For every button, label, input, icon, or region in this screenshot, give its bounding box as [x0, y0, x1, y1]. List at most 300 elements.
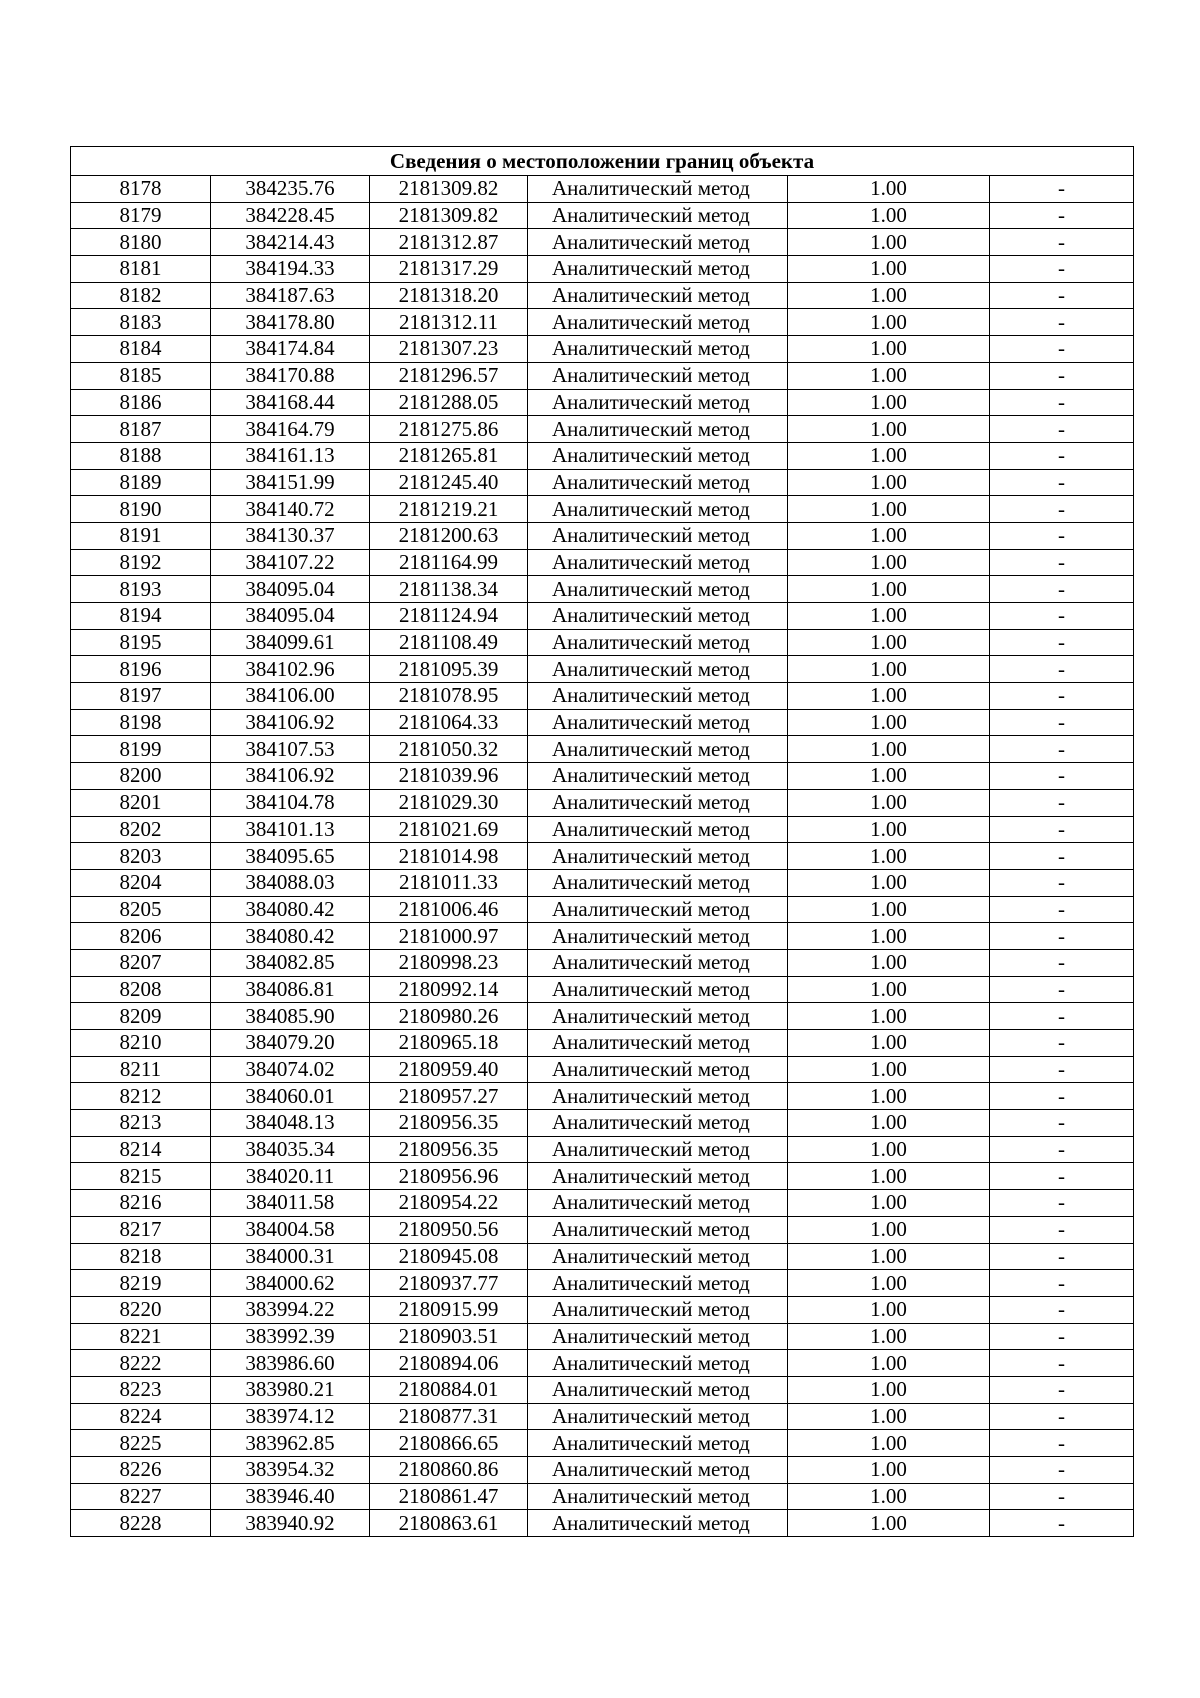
- y-coordinate-cell: 2181095.39: [370, 656, 528, 683]
- x-coordinate-cell: 384161.13: [211, 442, 370, 469]
- table-row: [71, 1136, 1134, 1163]
- method-cell: Аналитический метод: [528, 923, 788, 950]
- description-cell: -: [990, 1163, 1134, 1190]
- y-coordinate-cell: 2181108.49: [370, 629, 528, 656]
- x-coordinate-cell: 384011.58: [211, 1190, 370, 1217]
- description-cell: -: [990, 1083, 1134, 1110]
- x-coordinate-cell: 383954.32: [211, 1457, 370, 1484]
- table-row: [71, 1110, 1134, 1137]
- point-number-cell: 8224: [71, 1403, 211, 1430]
- table-row: [71, 1056, 1134, 1083]
- x-coordinate-cell: 384174.84: [211, 336, 370, 363]
- point-number-cell: 8205: [71, 896, 211, 923]
- description-cell: -: [990, 362, 1134, 389]
- table-row: [71, 1350, 1134, 1377]
- table-row: [71, 549, 1134, 576]
- description-cell: -: [990, 656, 1134, 683]
- description-cell: -: [990, 1056, 1134, 1083]
- point-number-cell: 8208: [71, 976, 211, 1003]
- description-cell: -: [990, 1457, 1134, 1484]
- accuracy-cell: 1.00: [788, 1457, 990, 1484]
- point-number-cell: 8196: [71, 656, 211, 683]
- table-row: [71, 923, 1134, 950]
- method-cell: Аналитический метод: [528, 1323, 788, 1350]
- accuracy-cell: 1.00: [788, 229, 990, 256]
- method-cell: Аналитический метод: [528, 1243, 788, 1270]
- accuracy-cell: 1.00: [788, 763, 990, 790]
- accuracy-cell: 1.00: [788, 1403, 990, 1430]
- table-row: [71, 496, 1134, 523]
- table-row: [71, 949, 1134, 976]
- description-cell: -: [990, 709, 1134, 736]
- y-coordinate-cell: 2180915.99: [370, 1296, 528, 1323]
- method-cell: Аналитический метод: [528, 1510, 788, 1537]
- description-cell: -: [990, 1323, 1134, 1350]
- description-cell: -: [990, 1430, 1134, 1457]
- point-number-cell: 8182: [71, 282, 211, 309]
- y-coordinate-cell: 2180861.47: [370, 1483, 528, 1510]
- table-row: [71, 1030, 1134, 1057]
- y-coordinate-cell: 2181296.57: [370, 362, 528, 389]
- accuracy-cell: 1.00: [788, 896, 990, 923]
- accuracy-cell: 1.00: [788, 709, 990, 736]
- method-cell: Аналитический метод: [528, 709, 788, 736]
- point-number-cell: 8204: [71, 869, 211, 896]
- accuracy-cell: 1.00: [788, 469, 990, 496]
- y-coordinate-cell: 2181275.86: [370, 416, 528, 443]
- x-coordinate-cell: 384080.42: [211, 923, 370, 950]
- accuracy-cell: 1.00: [788, 736, 990, 763]
- description-cell: -: [990, 1190, 1134, 1217]
- x-coordinate-cell: 384099.61: [211, 629, 370, 656]
- y-coordinate-cell: 2181138.34: [370, 576, 528, 603]
- point-number-cell: 8214: [71, 1136, 211, 1163]
- x-coordinate-cell: 383986.60: [211, 1350, 370, 1377]
- y-coordinate-cell: 2181288.05: [370, 389, 528, 416]
- point-number-cell: 8200: [71, 763, 211, 790]
- accuracy-cell: 1.00: [788, 389, 990, 416]
- point-number-cell: 8225: [71, 1430, 211, 1457]
- table-row: [71, 816, 1134, 843]
- point-number-cell: 8220: [71, 1296, 211, 1323]
- y-coordinate-cell: 2180884.01: [370, 1376, 528, 1403]
- point-number-cell: 8192: [71, 549, 211, 576]
- accuracy-cell: 1.00: [788, 629, 990, 656]
- x-coordinate-cell: 384035.34: [211, 1136, 370, 1163]
- x-coordinate-cell: 384178.80: [211, 309, 370, 336]
- table-row: [71, 1243, 1134, 1270]
- table-row: [71, 1403, 1134, 1430]
- y-coordinate-cell: 2181200.63: [370, 522, 528, 549]
- accuracy-cell: 1.00: [788, 176, 990, 203]
- table-body: [71, 176, 1134, 1537]
- table-row: [71, 1003, 1134, 1030]
- description-cell: -: [990, 576, 1134, 603]
- accuracy-cell: 1.00: [788, 816, 990, 843]
- x-coordinate-cell: 383994.22: [211, 1296, 370, 1323]
- accuracy-cell: 1.00: [788, 1323, 990, 1350]
- description-cell: -: [990, 416, 1134, 443]
- point-number-cell: 8218: [71, 1243, 211, 1270]
- description-cell: -: [990, 176, 1134, 203]
- x-coordinate-cell: 384151.99: [211, 469, 370, 496]
- method-cell: Аналитический метод: [528, 1003, 788, 1030]
- x-coordinate-cell: 383974.12: [211, 1403, 370, 1430]
- y-coordinate-cell: 2181265.81: [370, 442, 528, 469]
- method-cell: Аналитический метод: [528, 309, 788, 336]
- accuracy-cell: 1.00: [788, 1216, 990, 1243]
- table-row: [71, 629, 1134, 656]
- x-coordinate-cell: 384086.81: [211, 976, 370, 1003]
- method-cell: Аналитический метод: [528, 1457, 788, 1484]
- accuracy-cell: 1.00: [788, 1430, 990, 1457]
- table-row: [71, 469, 1134, 496]
- point-number-cell: 8222: [71, 1350, 211, 1377]
- table-row: [71, 389, 1134, 416]
- method-cell: Аналитический метод: [528, 522, 788, 549]
- point-number-cell: 8189: [71, 469, 211, 496]
- table-row: [71, 736, 1134, 763]
- method-cell: Аналитический метод: [528, 389, 788, 416]
- accuracy-cell: 1.00: [788, 1110, 990, 1137]
- method-cell: Аналитический метод: [528, 789, 788, 816]
- method-cell: Аналитический метод: [528, 603, 788, 630]
- method-cell: Аналитический метод: [528, 976, 788, 1003]
- table-row: [71, 1323, 1134, 1350]
- y-coordinate-cell: 2181307.23: [370, 336, 528, 363]
- description-cell: -: [990, 763, 1134, 790]
- point-number-cell: 8210: [71, 1030, 211, 1057]
- accuracy-cell: 1.00: [788, 1376, 990, 1403]
- y-coordinate-cell: 2180992.14: [370, 976, 528, 1003]
- point-number-cell: 8207: [71, 949, 211, 976]
- point-number-cell: 8212: [71, 1083, 211, 1110]
- accuracy-cell: 1.00: [788, 1243, 990, 1270]
- table-row: [71, 202, 1134, 229]
- method-cell: Аналитический метод: [528, 656, 788, 683]
- description-cell: -: [990, 976, 1134, 1003]
- x-coordinate-cell: 384164.79: [211, 416, 370, 443]
- x-coordinate-cell: 384095.65: [211, 843, 370, 870]
- description-cell: -: [990, 1483, 1134, 1510]
- method-cell: Аналитический метод: [528, 763, 788, 790]
- y-coordinate-cell: 2180998.23: [370, 949, 528, 976]
- method-cell: Аналитический метод: [528, 1350, 788, 1377]
- method-cell: Аналитический метод: [528, 229, 788, 256]
- x-coordinate-cell: 384106.00: [211, 683, 370, 710]
- y-coordinate-cell: 2180937.77: [370, 1270, 528, 1297]
- x-coordinate-cell: 384187.63: [211, 282, 370, 309]
- description-cell: -: [990, 549, 1134, 576]
- description-cell: -: [990, 256, 1134, 283]
- description-cell: -: [990, 1110, 1134, 1137]
- method-cell: Аналитический метод: [528, 1030, 788, 1057]
- x-coordinate-cell: 384140.72: [211, 496, 370, 523]
- point-number-cell: 8217: [71, 1216, 211, 1243]
- method-cell: Аналитический метод: [528, 683, 788, 710]
- description-cell: -: [990, 309, 1134, 336]
- accuracy-cell: 1.00: [788, 309, 990, 336]
- table-row: [71, 869, 1134, 896]
- method-cell: Аналитический метод: [528, 1376, 788, 1403]
- accuracy-cell: 1.00: [788, 362, 990, 389]
- table-row: [71, 522, 1134, 549]
- accuracy-cell: 1.00: [788, 256, 990, 283]
- method-cell: Аналитический метод: [528, 549, 788, 576]
- y-coordinate-cell: 2181124.94: [370, 603, 528, 630]
- table-row: [71, 176, 1134, 203]
- method-cell: Аналитический метод: [528, 1430, 788, 1457]
- accuracy-cell: 1.00: [788, 976, 990, 1003]
- method-cell: Аналитический метод: [528, 1083, 788, 1110]
- point-number-cell: 8198: [71, 709, 211, 736]
- point-number-cell: 8213: [71, 1110, 211, 1137]
- table-title: Сведения о местоположении границ объекта: [71, 147, 1134, 176]
- point-number-cell: 8194: [71, 603, 211, 630]
- x-coordinate-cell: 383940.92: [211, 1510, 370, 1537]
- point-number-cell: 8211: [71, 1056, 211, 1083]
- table-row: [71, 789, 1134, 816]
- table-row: [71, 1296, 1134, 1323]
- description-cell: -: [990, 522, 1134, 549]
- point-number-cell: 8183: [71, 309, 211, 336]
- table-row: [71, 1163, 1134, 1190]
- table-row: [71, 576, 1134, 603]
- x-coordinate-cell: 384168.44: [211, 389, 370, 416]
- y-coordinate-cell: 2181014.98: [370, 843, 528, 870]
- method-cell: Аналитический метод: [528, 949, 788, 976]
- x-coordinate-cell: 384170.88: [211, 362, 370, 389]
- y-coordinate-cell: 2180959.40: [370, 1056, 528, 1083]
- method-cell: Аналитический метод: [528, 896, 788, 923]
- y-coordinate-cell: 2180965.18: [370, 1030, 528, 1057]
- description-cell: -: [990, 949, 1134, 976]
- point-number-cell: 8181: [71, 256, 211, 283]
- table-row: [71, 843, 1134, 870]
- point-number-cell: 8184: [71, 336, 211, 363]
- method-cell: Аналитический метод: [528, 496, 788, 523]
- x-coordinate-cell: 384228.45: [211, 202, 370, 229]
- y-coordinate-cell: 2181011.33: [370, 869, 528, 896]
- method-cell: Аналитический метод: [528, 1403, 788, 1430]
- accuracy-cell: 1.00: [788, 1350, 990, 1377]
- table-row: [71, 763, 1134, 790]
- table-row: [71, 683, 1134, 710]
- accuracy-cell: 1.00: [788, 202, 990, 229]
- x-coordinate-cell: 384048.13: [211, 1110, 370, 1137]
- method-cell: Аналитический метод: [528, 1190, 788, 1217]
- description-cell: -: [990, 1296, 1134, 1323]
- x-coordinate-cell: 384079.20: [211, 1030, 370, 1057]
- description-cell: -: [990, 389, 1134, 416]
- description-cell: -: [990, 843, 1134, 870]
- description-cell: -: [990, 469, 1134, 496]
- description-cell: -: [990, 1136, 1134, 1163]
- x-coordinate-cell: 384107.53: [211, 736, 370, 763]
- y-coordinate-cell: 2181318.20: [370, 282, 528, 309]
- accuracy-cell: 1.00: [788, 683, 990, 710]
- x-coordinate-cell: 384235.76: [211, 176, 370, 203]
- x-coordinate-cell: 384004.58: [211, 1216, 370, 1243]
- accuracy-cell: 1.00: [788, 442, 990, 469]
- y-coordinate-cell: 2181006.46: [370, 896, 528, 923]
- table-row: [71, 1510, 1134, 1537]
- y-coordinate-cell: 2181164.99: [370, 549, 528, 576]
- accuracy-cell: 1.00: [788, 522, 990, 549]
- x-coordinate-cell: 384060.01: [211, 1083, 370, 1110]
- y-coordinate-cell: 2180863.61: [370, 1510, 528, 1537]
- x-coordinate-cell: 383980.21: [211, 1376, 370, 1403]
- description-cell: -: [990, 1216, 1134, 1243]
- x-coordinate-cell: 384000.62: [211, 1270, 370, 1297]
- point-number-cell: 8228: [71, 1510, 211, 1537]
- description-cell: -: [990, 1003, 1134, 1030]
- table-row: [71, 1270, 1134, 1297]
- description-cell: -: [990, 816, 1134, 843]
- y-coordinate-cell: 2181219.21: [370, 496, 528, 523]
- description-cell: -: [990, 1403, 1134, 1430]
- x-coordinate-cell: 384000.31: [211, 1243, 370, 1270]
- accuracy-cell: 1.00: [788, 496, 990, 523]
- description-cell: -: [990, 1376, 1134, 1403]
- description-cell: -: [990, 336, 1134, 363]
- x-coordinate-cell: 384085.90: [211, 1003, 370, 1030]
- y-coordinate-cell: 2180860.86: [370, 1457, 528, 1484]
- point-number-cell: 8202: [71, 816, 211, 843]
- method-cell: Аналитический метод: [528, 336, 788, 363]
- x-coordinate-cell: 384074.02: [211, 1056, 370, 1083]
- y-coordinate-cell: 2181312.87: [370, 229, 528, 256]
- y-coordinate-cell: 2180877.31: [370, 1403, 528, 1430]
- description-cell: -: [990, 1243, 1134, 1270]
- point-number-cell: 8227: [71, 1483, 211, 1510]
- description-cell: -: [990, 442, 1134, 469]
- table-row: [71, 1376, 1134, 1403]
- method-cell: Аналитический метод: [528, 869, 788, 896]
- point-number-cell: 8199: [71, 736, 211, 763]
- accuracy-cell: 1.00: [788, 1056, 990, 1083]
- description-cell: -: [990, 1350, 1134, 1377]
- method-cell: Аналитический метод: [528, 1296, 788, 1323]
- table-title-row: [71, 147, 1134, 176]
- y-coordinate-cell: 2181050.32: [370, 736, 528, 763]
- accuracy-cell: 1.00: [788, 949, 990, 976]
- accuracy-cell: 1.00: [788, 1296, 990, 1323]
- x-coordinate-cell: 384107.22: [211, 549, 370, 576]
- x-coordinate-cell: 384095.04: [211, 576, 370, 603]
- point-number-cell: 8191: [71, 522, 211, 549]
- method-cell: Аналитический метод: [528, 736, 788, 763]
- x-coordinate-cell: 384194.33: [211, 256, 370, 283]
- method-cell: Аналитический метод: [528, 362, 788, 389]
- method-cell: Аналитический метод: [528, 1110, 788, 1137]
- y-coordinate-cell: 2181021.69: [370, 816, 528, 843]
- accuracy-cell: 1.00: [788, 869, 990, 896]
- x-coordinate-cell: 384130.37: [211, 522, 370, 549]
- accuracy-cell: 1.00: [788, 923, 990, 950]
- description-cell: -: [990, 923, 1134, 950]
- table-row: [71, 896, 1134, 923]
- method-cell: Аналитический метод: [528, 176, 788, 203]
- table-row: [71, 229, 1134, 256]
- table-row: [71, 976, 1134, 1003]
- accuracy-cell: 1.00: [788, 416, 990, 443]
- accuracy-cell: 1.00: [788, 576, 990, 603]
- x-coordinate-cell: 383946.40: [211, 1483, 370, 1510]
- x-coordinate-cell: 384095.04: [211, 603, 370, 630]
- accuracy-cell: 1.00: [788, 1003, 990, 1030]
- table-row: [71, 709, 1134, 736]
- description-cell: -: [990, 1270, 1134, 1297]
- point-number-cell: 8201: [71, 789, 211, 816]
- table-row: [71, 1216, 1134, 1243]
- point-number-cell: 8180: [71, 229, 211, 256]
- y-coordinate-cell: 2181245.40: [370, 469, 528, 496]
- y-coordinate-cell: 2181039.96: [370, 763, 528, 790]
- accuracy-cell: 1.00: [788, 1136, 990, 1163]
- x-coordinate-cell: 384104.78: [211, 789, 370, 816]
- point-number-cell: 8188: [71, 442, 211, 469]
- y-coordinate-cell: 2180956.35: [370, 1136, 528, 1163]
- point-number-cell: 8223: [71, 1376, 211, 1403]
- accuracy-cell: 1.00: [788, 789, 990, 816]
- table-row: [71, 1430, 1134, 1457]
- y-coordinate-cell: 2180954.22: [370, 1190, 528, 1217]
- y-coordinate-cell: 2181312.11: [370, 309, 528, 336]
- method-cell: Аналитический метод: [528, 256, 788, 283]
- x-coordinate-cell: 384020.11: [211, 1163, 370, 1190]
- description-cell: -: [990, 629, 1134, 656]
- y-coordinate-cell: 2180980.26: [370, 1003, 528, 1030]
- description-cell: -: [990, 496, 1134, 523]
- table-row: [71, 1457, 1134, 1484]
- y-coordinate-cell: 2181078.95: [370, 683, 528, 710]
- description-cell: -: [990, 1510, 1134, 1537]
- method-cell: Аналитический метод: [528, 1216, 788, 1243]
- x-coordinate-cell: 384088.03: [211, 869, 370, 896]
- point-number-cell: 8203: [71, 843, 211, 870]
- point-number-cell: 8185: [71, 362, 211, 389]
- x-coordinate-cell: 384101.13: [211, 816, 370, 843]
- description-cell: -: [990, 789, 1134, 816]
- method-cell: Аналитический метод: [528, 1136, 788, 1163]
- point-number-cell: 8179: [71, 202, 211, 229]
- point-number-cell: 8187: [71, 416, 211, 443]
- description-cell: -: [990, 736, 1134, 763]
- accuracy-cell: 1.00: [788, 549, 990, 576]
- point-number-cell: 8206: [71, 923, 211, 950]
- accuracy-cell: 1.00: [788, 843, 990, 870]
- method-cell: Аналитический метод: [528, 1056, 788, 1083]
- y-coordinate-cell: 2180956.35: [370, 1110, 528, 1137]
- y-coordinate-cell: 2180950.56: [370, 1216, 528, 1243]
- description-cell: -: [990, 229, 1134, 256]
- x-coordinate-cell: 384106.92: [211, 709, 370, 736]
- table-row: [71, 603, 1134, 630]
- x-coordinate-cell: 384102.96: [211, 656, 370, 683]
- table-row: [71, 336, 1134, 363]
- table-row: [71, 442, 1134, 469]
- y-coordinate-cell: 2181029.30: [370, 789, 528, 816]
- method-cell: Аналитический метод: [528, 629, 788, 656]
- x-coordinate-cell: 384214.43: [211, 229, 370, 256]
- accuracy-cell: 1.00: [788, 1270, 990, 1297]
- x-coordinate-cell: 383962.85: [211, 1430, 370, 1457]
- point-number-cell: 8186: [71, 389, 211, 416]
- table-row: [71, 1190, 1134, 1217]
- point-number-cell: 8221: [71, 1323, 211, 1350]
- table-row: [71, 416, 1134, 443]
